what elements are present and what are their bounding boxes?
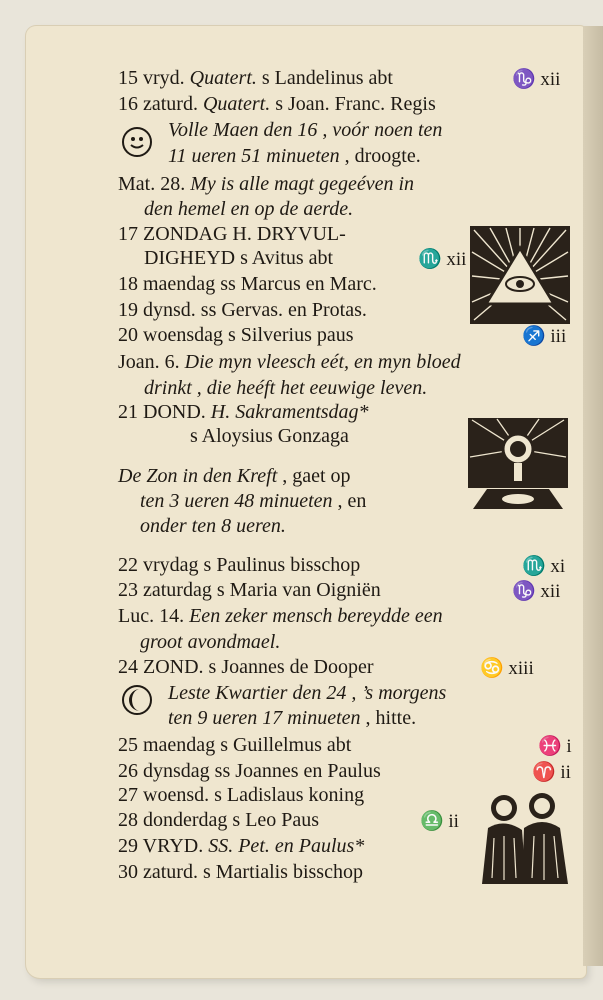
line-text: s Joan. Franc. Regis (270, 93, 436, 115)
line-text: s Aloysius Gonzaga (190, 425, 349, 447)
calendar-day-20 (118, 323, 354, 347)
calendar-day-18 (118, 272, 377, 296)
line-text: VRYD. (142, 835, 209, 857)
line-text: ten 3 ueren 48 minueten (140, 490, 333, 512)
line-text: Een zeker mensch bereydde een (189, 605, 443, 627)
line-text: Quatert. (189, 67, 257, 89)
day-number: 28 (118, 809, 138, 831)
day-number: 19 (118, 299, 138, 321)
line-text: maendag s Guillelmus abt (143, 734, 352, 756)
line-text: maendag ss Marcus en Marc. (143, 273, 377, 295)
line-text: dynsd. ss Gervas. en Protas. (143, 299, 367, 321)
day-number: 27 (118, 784, 138, 806)
day-number: 29 (118, 835, 138, 857)
line-text: My is alle magt gegeéven in (190, 173, 415, 195)
line-text: ten 9 ueren 17 minueten (168, 707, 361, 729)
zodiac-sign: ♋ xiii (480, 658, 534, 679)
calendar-day-25 (118, 733, 351, 757)
calendar-day-17 (118, 222, 346, 246)
zodiac-sign: ♎ ii (420, 811, 459, 832)
line-text: De Zon in den Kreft (118, 465, 278, 487)
monstrance-woodcut (467, 417, 569, 513)
zodiac-sign: ♏ xii (418, 249, 467, 270)
calendar-day-28 (118, 808, 319, 832)
saints-peter-paul-woodcut (478, 788, 570, 884)
zodiac-sign: ♏ xi (522, 556, 566, 577)
day-number: 17 (118, 223, 138, 245)
line-text: woensdag s Silverius paus (143, 324, 354, 346)
calendar-note-line (168, 118, 442, 142)
day-number: 24 (118, 656, 138, 678)
calendar-note-line (118, 604, 443, 628)
line-text: H. Sakramentsdag* (210, 401, 369, 423)
calendar-day-23 (118, 578, 381, 602)
day-number: 23 (118, 579, 138, 601)
line-text: Joan. 6. (118, 351, 185, 373)
line-text: SS. Pet. en Paulus* (208, 835, 365, 857)
day-number: 30 (118, 861, 138, 883)
line-text: donderdag s Leo Paus (143, 809, 320, 831)
line-text: s Landelinus abt (256, 67, 393, 89)
calendar-day-30 (118, 860, 363, 884)
day-number: 21 (118, 401, 138, 423)
calendar-day-19 (118, 298, 367, 322)
calendar-note-line (118, 172, 414, 196)
day-number: 16 (118, 93, 138, 115)
zodiac-sign: ♈ ii (532, 762, 571, 783)
calendar-day-21 (118, 400, 369, 424)
day-number: 26 (118, 760, 138, 782)
day-number: 20 (118, 324, 138, 346)
line-text: den hemel en op de aerde. (144, 198, 354, 220)
calendar-note-line (168, 706, 416, 730)
calendar-note-line (140, 489, 366, 513)
calendar-day-15 (118, 66, 393, 90)
last-quarter-moon-icon (122, 685, 152, 715)
line-text: woensd. s Ladislaus koning (143, 784, 365, 806)
calendar-day-26 (118, 759, 381, 783)
line-text: groot avondmael. (140, 631, 281, 653)
calendar-note-line (144, 197, 353, 221)
calendar-note-line (168, 144, 421, 168)
line-text: zaturdag s Maria van Oigniën (143, 579, 381, 601)
line-text: drinkt , die heéft het eeuwige leven. (144, 377, 428, 399)
line-text: zaturd. s Martialis bisschop (143, 861, 363, 883)
line-text: DIGHEYD s Avitus abt (144, 247, 334, 269)
line-text: , hitte. (360, 707, 417, 729)
calendar-note-line (144, 376, 427, 400)
line-text: vryd. (143, 67, 190, 89)
calendar-note-line (190, 424, 349, 448)
calendar-note-line (118, 464, 351, 488)
line-text: Luc. 14. (118, 605, 190, 627)
line-text: Die myn vleesch eét, en myn bloed (184, 351, 461, 373)
zodiac-sign: ♑ xii (512, 581, 561, 602)
line-text: onder ten 8 ueren. (140, 515, 286, 537)
line-text: zaturd. (143, 93, 203, 115)
calendar-day-24 (118, 655, 374, 679)
calendar-day-22 (118, 553, 360, 577)
line-text: , gaet op (277, 465, 351, 487)
page-edge (583, 26, 603, 966)
line-text: ZOND. s Joannes de Dooper (143, 656, 374, 678)
line-text: Quatert. (202, 93, 271, 115)
calendar-note-line (144, 246, 333, 270)
line-text: vrydag s Paulinus bisschop (143, 554, 361, 576)
zodiac-sign: ♓ i (538, 736, 572, 757)
calendar-note-line (140, 630, 280, 654)
calendar-day-16 (118, 92, 436, 116)
zodiac-sign: ♐ iii (522, 326, 567, 347)
line-text: Mat. 28. (118, 173, 191, 195)
calendar-note-line (140, 514, 286, 538)
line-text: DOND. (143, 401, 211, 423)
day-number: 18 (118, 273, 138, 295)
calendar-day-29 (118, 834, 364, 858)
line-text: dynsdag ss Joannes en Paulus (143, 760, 381, 782)
eye-of-providence-woodcut (470, 226, 570, 324)
line-text: , droogte. (339, 145, 421, 167)
day-number: 15 (118, 67, 138, 89)
calendar-day-27 (118, 783, 364, 807)
line-text: 11 ueren 51 minueten (168, 145, 340, 167)
calendar-note-line (118, 350, 461, 374)
line-text: Leste Kwartier den 24 , ’s morgens (168, 682, 447, 704)
full-moon-icon (122, 127, 152, 157)
line-text: Volle Maen den 16 , voór noen ten (168, 119, 443, 141)
zodiac-sign: ♑ xii (512, 69, 561, 90)
line-text: , en (332, 490, 367, 512)
calendar-note-line (168, 681, 446, 705)
line-text: ZONDAG H. DRYVUL- (143, 223, 346, 245)
day-number: 22 (118, 554, 138, 576)
day-number: 25 (118, 734, 138, 756)
